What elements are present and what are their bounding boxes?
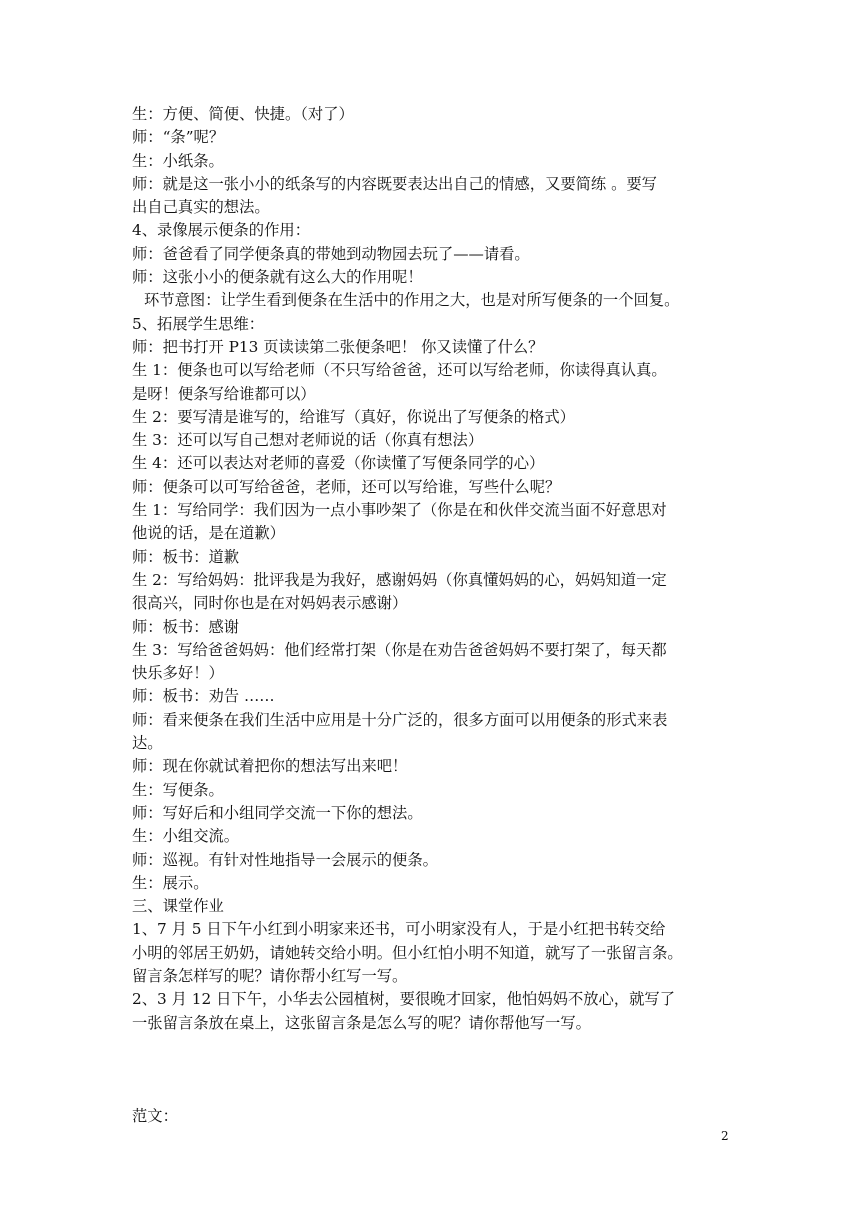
text-line: 很高兴，同时你也是在对妈妈表示感谢） bbox=[132, 594, 408, 613]
text-line: 他说的话，是在道歉） bbox=[132, 524, 285, 543]
text-line: 是呀！便条写给谁都可以） bbox=[132, 384, 316, 403]
text-line: 师：便条可以可写给爸爸，老师，还可以写给谁，写些什么呢？ bbox=[132, 477, 561, 496]
text-line: 师：这张小小的便条就有这么大的作用呢！ bbox=[132, 268, 423, 287]
text-line: 师：就是这一张小小的纸条写的内容既要表达出自己的情感，又要简练 。要写 bbox=[132, 174, 657, 193]
homework-item: 留言条怎样写的呢？请你帮小红写一写。 bbox=[132, 966, 408, 985]
text-line: 师：现在你就试着把你的想法写出来吧！ bbox=[132, 757, 408, 776]
text-line: 生：写便条。 bbox=[132, 780, 224, 799]
homework-item: 1、7 月 5 日下午小红到小明家来还书，可小明家没有人，于是小红把书转交给 bbox=[132, 920, 666, 939]
text-line: 生 4：还可以表达对老师的喜爱（你读懂了写便条同学的心） bbox=[132, 454, 545, 473]
homework-item: 小明的邻居王奶奶，请她转交给小明。但小红怕小明不知道，就写了一张留言条。 bbox=[132, 943, 683, 962]
document-body bbox=[132, 103, 730, 1128]
section-heading: 三、课堂作业 bbox=[132, 897, 224, 916]
text-line: 师：板书：道歉 bbox=[132, 547, 240, 566]
text-line: 达。 bbox=[132, 734, 163, 753]
text-line: 师：把书打开 P13 页读读第二张便条吧！ 你又读懂了什么？ bbox=[132, 337, 544, 356]
text-line: 师：板书：劝告 …… bbox=[132, 687, 275, 706]
text-line: 生 2：写给妈妈：批评我是为我好，感谢妈妈（你真懂妈妈的心，妈妈知道一定 bbox=[132, 570, 667, 589]
text-line: 生：小纸条。 bbox=[132, 151, 224, 170]
text-line: 师：“条”呢？ bbox=[132, 128, 225, 147]
homework-item: 2、3 月 12 日下午，小华去公园植树，要很晚才回家，他怕妈妈不放心，就写了 bbox=[132, 990, 676, 1009]
design-intent-note: 环节意图：让学生看到便条在生活中的作用之大，也是对所写便条的一个回复。 bbox=[144, 291, 680, 310]
text-line: 生：展示。 bbox=[132, 873, 209, 892]
text-line: 师：爸爸看了同学便条真的带她到动物园去玩了——请看。 bbox=[132, 244, 530, 263]
section-heading: 4、录像展示便条的作用： bbox=[132, 221, 310, 240]
text-line: 生 3：还可以写自己想对老师说的话（你真有想法） bbox=[132, 431, 484, 450]
text-line: 生 2：要写清是谁写的，给谁写（真好，你说出了写便条的格式） bbox=[132, 407, 575, 426]
text-line: 出自己真实的想法。 bbox=[132, 198, 270, 217]
text-line: 生：小组交流。 bbox=[132, 827, 240, 846]
section-heading: 5、拓展学生思维： bbox=[132, 314, 265, 333]
text-line: 师：看来便条在我们生活中应用是十分广泛的，很多方面可以用便条的形式来表 bbox=[132, 710, 668, 729]
text-line: 师：板书：感谢 bbox=[132, 617, 240, 636]
blank-space bbox=[132, 1035, 730, 1105]
text-line: 快乐多好！） bbox=[132, 664, 224, 683]
text-line: 师：写好后和小组同学交流一下你的想法。 bbox=[132, 803, 423, 822]
model-essay-label: 范文： bbox=[132, 1106, 178, 1125]
page-number: 2 bbox=[721, 1129, 729, 1143]
text-line: 生：方便、简便、快捷。（对了） bbox=[132, 105, 354, 123]
text-line: 生 1：便条也可以写给老师（不只写给爸爸，还可以写给老师，你读得真认真。 bbox=[132, 361, 667, 380]
text-line: 生 1：写给同学：我们因为一点小事吵架了（你是在和伙伴交流当面不好意思对 bbox=[132, 501, 667, 520]
text-line: 生 3：写给爸爸妈妈：他们经常打架（你是在劝告爸爸妈妈不要打架了，每天都 bbox=[132, 640, 667, 659]
text-line: 师：巡视。有针对性地指导一会展示的便条。 bbox=[132, 850, 438, 869]
homework-item: 一张留言条放在桌上，这张留言条是怎么写的呢？请你帮他写一写。 bbox=[132, 1013, 591, 1032]
